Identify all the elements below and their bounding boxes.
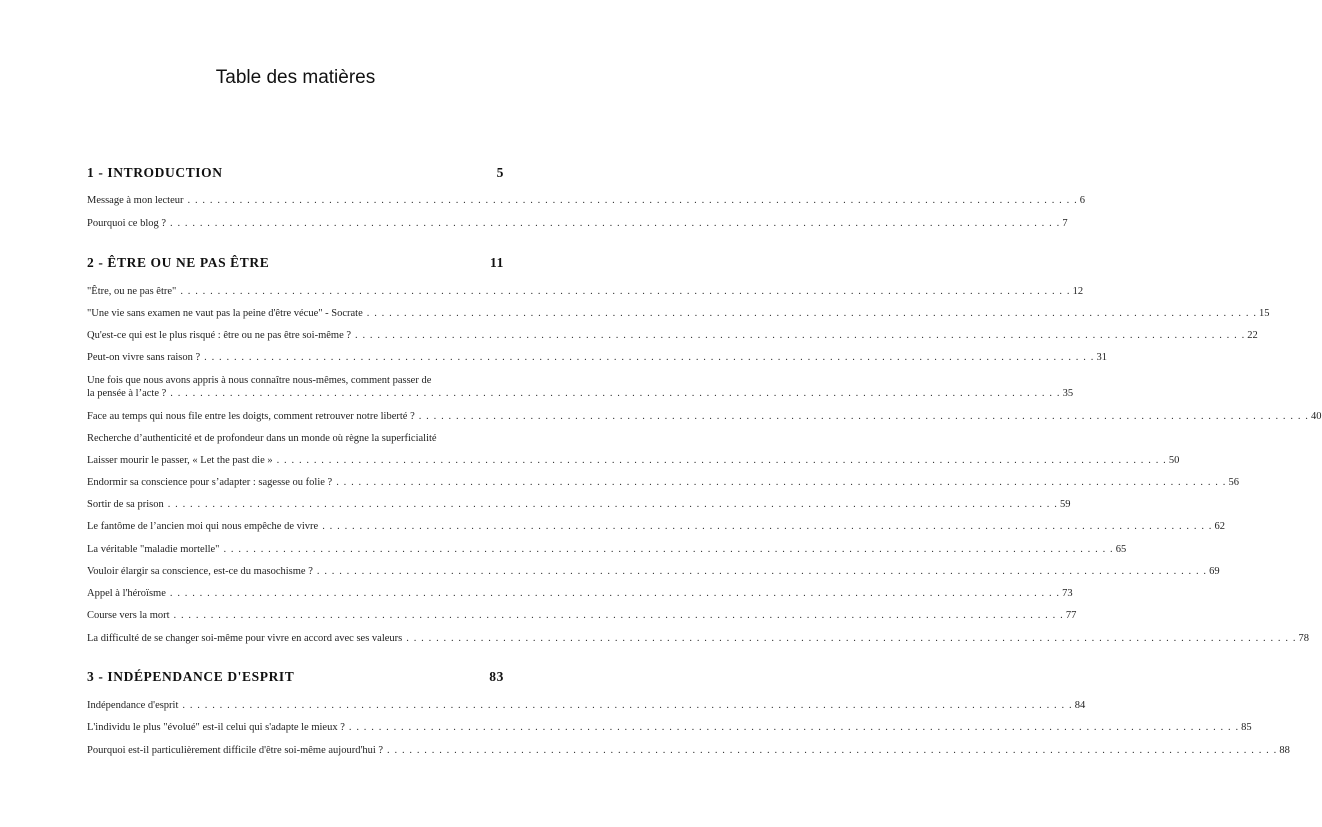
- section-heading[interactable]: [87, 669, 504, 685]
- entry-title: Recherche d’authenticité et de profondeur dans un monde où règne la superficialité: [87, 433, 437, 444]
- entry-title: Course vers la mort: [87, 610, 170, 621]
- entry-page-number: 7: [1062, 218, 1068, 229]
- toc-entry[interactable]: [87, 699, 1086, 712]
- entry-title: Vouloir élargir sa conscience, est-ce du masochisme ?: [87, 566, 313, 577]
- entry-page-number: 85: [1241, 722, 1252, 733]
- toc-entry[interactable]: [87, 285, 1084, 298]
- entry-title: la pensée à l’acte ?: [87, 388, 167, 399]
- entry-title: Laisser mourir le passer, « Let the past die »: [87, 455, 273, 466]
- dot-leader: . . . . . . . . . . . . . . . . . . . . . . . . . . . . . . . . . . . . . . . . . . . . . . . . . . . . . . . . . . . . . . . . . . . . . . . . . . . . . . . . . . . . . . . . . . . . . . . . . . . . . . . . . . . . . . . . . . . . . . . .: [170, 218, 1061, 229]
- entry-title: "Une vie sans examen ne vaut pas la peine d'être vécue" - Socrate: [87, 308, 363, 319]
- entry-title: La véritable "maladie mortelle": [87, 544, 220, 555]
- entry-title-line1: Une fois que nous avons appris à nous connaître nous-mêmes, comment passer de: [87, 375, 432, 386]
- entry-title: L'individu le plus "évolué" est-il celui qui s'adapte le mieux ?: [87, 722, 345, 733]
- entry-page-number: 65: [1115, 544, 1127, 555]
- entry-page-number: 69: [1209, 566, 1220, 577]
- section-title: 1 - INTRODUCTION: [87, 165, 223, 180]
- toc-entry[interactable]: [87, 454, 1180, 467]
- dot-leader: . . . . . . . . . . . . . . . . . . . . . . . . . . . . . . . . . . . . . . . . . . . . . . . . . . . . . . . . . . . . . . . . . . . . . . . . . . . . . . . . . . . . . . . . . . . . . . . . . . . . . . . . . . . . . . . . . . . . . . . .: [348, 722, 1240, 733]
- toc-entry[interactable]: [87, 410, 1322, 423]
- toc-entry[interactable]: [87, 329, 1258, 342]
- section-page-number: 11: [490, 255, 504, 270]
- section-heading[interactable]: [87, 165, 504, 181]
- toc-entry[interactable]: [87, 432, 504, 445]
- dot-leader: . . . . . . . . . . . . . . . . . . . . . . . . . . . . . . . . . . . . . . . . . . . . . . . . . . . . . . . . . . . . . . . . . . . . . . . . . . . . . . . . . . . . . . . . . . . . . . . . . . . . . . . . . . . . . . . . . . . . . . . .: [187, 195, 1078, 206]
- toc-entry[interactable]: [87, 374, 1074, 400]
- toc-entry[interactable]: [87, 194, 1086, 207]
- entry-page-number: 22: [1247, 330, 1258, 341]
- toc-entry[interactable]: [87, 307, 1270, 320]
- toc-entry[interactable]: [87, 217, 1068, 230]
- section-heading[interactable]: [87, 255, 504, 271]
- toc-entry[interactable]: [87, 721, 1252, 734]
- toc-entry[interactable]: [87, 587, 1073, 600]
- entry-title: Endormir sa conscience pour s’adapter : sagesse ou folie ?: [87, 477, 333, 488]
- entry-title: "Être, ou ne pas être": [87, 286, 177, 297]
- entry-title: Pourquoi ce blog ?: [87, 218, 167, 229]
- dot-leader: . . . . . . . . . . . . . . . . . . . . . . . . . . . . . . . . . . . . . . . . . . . . . . . . . . . . . . . . . . . . . . . . . . . . . . . . . . . . . . . . . . . . . . . . . . . . . . . . . . . . . . . . . . . . . . . . . . . . . . . .: [336, 477, 1227, 488]
- toc-entry[interactable]: [87, 351, 1107, 364]
- section-title: 3 - INDÉPENDANCE D'ESPRIT: [87, 669, 295, 684]
- section-page-number: 83: [489, 669, 504, 684]
- dot-leader: . . . . . . . . . . . . . . . . . . . . . . . . . . . . . . . . . . . . . . . . . . . . . . . . . . . . . . . . . . . . . . . . . . . . . . . . . . . . . . . . . . . . . . . . . . . . . . . . . . . . . . . . . . . . . . . . . . . . . . . .: [406, 633, 1297, 644]
- dot-leader: . . . . . . . . . . . . . . . . . . . . . . . . . . . . . . . . . . . . . . . . . . . . . . . . . . . . . . . . . . . . . . . . . . . . . . . . . . . . . . . . . . . . . . . . . . . . . . . . . . . . . . . . . . . . . . . . . . . . . . . .: [167, 499, 1058, 510]
- section-page-number: 5: [496, 165, 504, 180]
- toc-entry[interactable]: [87, 632, 1310, 645]
- entry-title: Appel à l'héroïsme: [87, 588, 166, 599]
- entry-title: Pourquoi est-il particulièrement difficile d'être soi-même aujourd'hui ?: [87, 745, 384, 756]
- toc-entry[interactable]: [87, 520, 1225, 533]
- entry-page-number: 12: [1072, 286, 1084, 297]
- dot-leader: . . . . . . . . . . . . . . . . . . . . . . . . . . . . . . . . . . . . . . . . . . . . . . . . . . . . . . . . . . . . . . . . . . . . . . . . . . . . . . . . . . . . . . . . . . . . . . . . . . . . . . . . . . . . . . . . . . . . . . . .: [366, 308, 1258, 319]
- entry-page-number: 56: [1228, 477, 1239, 488]
- entry-title: Sortir de sa prison: [87, 499, 164, 510]
- entry-page-number: 31: [1096, 352, 1107, 363]
- dot-leader: . . . . . . . . . . . . . . . . . . . . . . . . . . . . . . . . . . . . . . . . . . . . . . . . . . . . . . . . . . . . . . . . . . . . . . . . . . . . . . . . . . . . . . . . . . . . . . . . . . . . . . . . . . . . . . . . . . . . . . . .: [182, 700, 1073, 711]
- entry-title: Face au temps qui nous file entre les doigts, comment retrouver notre liberté ?: [87, 411, 415, 422]
- dot-leader: . . . . . . . . . . . . . . . . . . . . . . . . . . . . . . . . . . . . . . . . . . . . . . . . . . . . . . . . . . . . . . . . . . . . . . . . . . . . . . . . . . . . . . . . . . . . . . . . . . . . . . . . . . . . . . . . . . . . . . . .: [418, 411, 1310, 422]
- dot-leader: . . . . . . . . . . . . . . . . . . . . . . . . . . . . . . . . . . . . . . . . . . . . . . . . . . . . . . . . . . . . . . . . . . . . . . . . . . . . . . . . . . . . . . . . . . . . . . . . . . . . . . . . . . . . . . . . . . . . . . . .: [169, 588, 1061, 599]
- toc-entry[interactable]: [87, 744, 1290, 757]
- entry-page-number: 88: [1279, 745, 1290, 756]
- dot-leader: . . . . . . . . . . . . . . . . . . . . . . . . . . . . . . . . . . . . . . . . . . . . . . . . . . . . . . . . . . . . . . . . . . . . . . . . . . . . . . . . . . . . . . . . . . . . . . . . . . . . . . . . . . . . . . . . . . . . . . . .: [173, 610, 1064, 621]
- toc-entry[interactable]: [87, 476, 1239, 489]
- dot-leader: . . . . . . . . . . . . . . . . . . . . . . . . . . . . . . . . . . . . . . . . . . . . . . . . . . . . . . . . . . . . . . . . . . . . . . . . . . . . . . . . . . . . . . . . . . . . . . . . . . . . . . . . . . . . . . . . . . . . . . . .: [180, 286, 1071, 297]
- entry-title: Indépendance d'esprit: [87, 700, 179, 711]
- entry-page-number: 15: [1259, 308, 1270, 319]
- entry-title: Qu'est-ce qui est le plus risqué : être ou ne pas être soi-même ?: [87, 330, 352, 341]
- toc-entry[interactable]: [87, 565, 1220, 578]
- toc-entry[interactable]: [87, 498, 1071, 511]
- section-title: 2 - ÊTRE OU NE PAS ÊTRE: [87, 255, 270, 270]
- entry-page-number: 35: [1062, 388, 1074, 399]
- entry-page-number: 77: [1065, 610, 1077, 621]
- dot-leader: . . . . . . . . . . . . . . . . . . . . . . . . . . . . . . . . . . . . . . . . . . . . . . . . . . . . . . . . . . . . . . . . . . . . . . . . . . . . . . . . . . . . . . . . . . . . . . . . . . . . . . . . . . . . . . . . . . . . . . . .: [322, 521, 1213, 532]
- entry-title: Peut-on vivre sans raison ?: [87, 352, 201, 363]
- dot-leader: . . . . . . . . . . . . . . . . . . . . . . . . . . . . . . . . . . . . . . . . . . . . . . . . . . . . . . . . . . . . . . . . . . . . . . . . . . . . . . . . . . . . . . . . . . . . . . . . . . . . . . . . . . . . . . . . . . . . . . . .: [355, 330, 1246, 341]
- dot-leader: . . . . . . . . . . . . . . . . . . . . . . . . . . . . . . . . . . . . . . . . . . . . . . . . . . . . . . . . . . . . . . . . . . . . . . . . . . . . . . . . . . . . . . . . . . . . . . . . . . . . . . . . . . . . . . . . . . . . . . . .: [170, 388, 1061, 399]
- entry-page-number: 84: [1074, 700, 1086, 711]
- page-title: Table des matières: [215, 67, 376, 88]
- dot-leader: . . . . . . . . . . . . . . . . . . . . . . . . . . . . . . . . . . . . . . . . . . . . . . . . . . . . . . . . . . . . . . . . . . . . . . . . . . . . . . . . . . . . . . . . . . . . . . . . . . . . . . . . . . . . . . . . . . . . . . . .: [223, 544, 1114, 555]
- entry-page-number: 50: [1168, 455, 1180, 466]
- dot-leader: . . . . . . . . . . . . . . . . . . . . . . . . . . . . . . . . . . . . . . . . . . . . . . . . . . . . . . . . . . . . . . . . . . . . . . . . . . . . . . . . . . . . . . . . . . . . . . . . . . . . . . . . . . . . . . . . . . . . . . . .: [316, 566, 1208, 577]
- toc-entry[interactable]: [87, 543, 1127, 556]
- dot-leader: . . . . . . . . . . . . . . . . . . . . . . . . . . . . . . . . . . . . . . . . . . . . . . . . . . . . . . . . . . . . . . . . . . . . . . . . . . . . . . . . . . . . . . . . . . . . . . . . . . . . . . . . . . . . . . . . . . . . . . . .: [276, 455, 1167, 466]
- entry-title: Message à mon lecteur: [87, 195, 184, 206]
- dot-leader: . . . . . . . . . . . . . . . . . . . . . . . . . . . . . . . . . . . . . . . . . . . . . . . . . . . . . . . . . . . . . . . . . . . . . . . . . . . . . . . . . . . . . . . . . . . . . . . . . . . . . . . . . . . . . . . . . . . . . . . .: [204, 352, 1095, 363]
- entry-page-number: 78: [1298, 633, 1310, 644]
- entry-title: Le fantôme de l’ancien moi qui nous empêche de vivre: [87, 521, 319, 532]
- dot-leader: . . . . . . . . . . . . . . . . . . . . . . . . . . . . . . . . . . . . . . . . . . . . . . . . . . . . . . . . . . . . . . . . . . . . . . . . . . . . . . . . . . . . . . . . . . . . . . . . . . . . . . . . . . . . . . . . . . . . . . . .: [387, 745, 1278, 756]
- entry-page-number: 73: [1062, 588, 1073, 599]
- entry-page-number: 59: [1059, 499, 1071, 510]
- entry-page-number: 6: [1079, 195, 1086, 206]
- entry-page-number: 62: [1214, 521, 1225, 532]
- entry-page-number: 40: [1311, 411, 1322, 422]
- entry-title: La difficulté de se changer soi-même pour vivre en accord avec ses valeurs: [87, 633, 403, 644]
- toc-entry[interactable]: [87, 609, 1077, 622]
